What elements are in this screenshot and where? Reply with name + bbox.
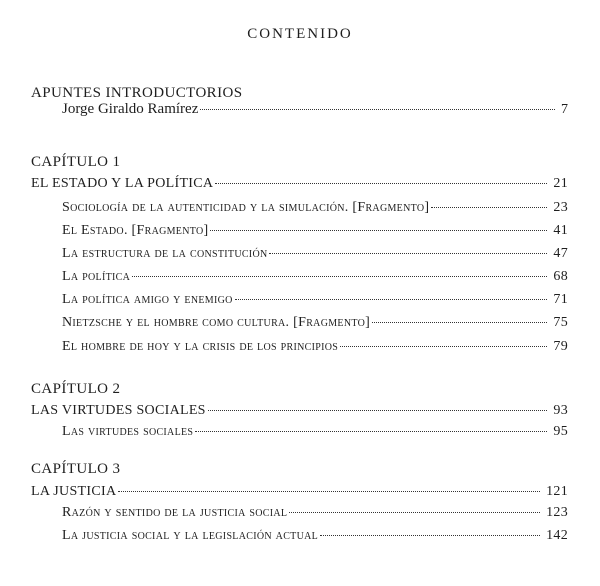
page-number: 121 bbox=[546, 484, 568, 499]
dot-leader bbox=[320, 535, 540, 536]
dot-leader bbox=[372, 322, 547, 323]
page-number: 142 bbox=[546, 528, 568, 543]
toc-entry[interactable] bbox=[62, 423, 568, 441]
page-number: 95 bbox=[553, 424, 568, 439]
dot-leader bbox=[215, 183, 547, 184]
dot-leader bbox=[195, 431, 547, 432]
dot-leader bbox=[431, 207, 547, 208]
dot-leader bbox=[118, 491, 540, 492]
chapter-title: LAS VIRTUDES SOCIALES bbox=[31, 403, 206, 418]
page-number: 47 bbox=[553, 246, 568, 261]
entry-title: Las virtudes sociales bbox=[62, 424, 194, 439]
chapter-title: LA JUSTICIA bbox=[31, 484, 117, 499]
dot-leader bbox=[340, 346, 547, 347]
chapter-title-entry[interactable] bbox=[31, 175, 568, 193]
chapter-title-entry[interactable] bbox=[31, 483, 568, 501]
entry-title: El Estado. [Fragmento] bbox=[62, 223, 209, 238]
toc-entry[interactable] bbox=[62, 199, 568, 217]
entry-title: La política amigo y enemigo bbox=[62, 292, 233, 307]
page-number: 71 bbox=[553, 292, 568, 307]
page-number: 41 bbox=[553, 223, 568, 238]
page-number: 68 bbox=[553, 269, 568, 284]
page-number: 93 bbox=[553, 403, 568, 418]
chapter-label: CAPÍTULO 1 bbox=[31, 154, 121, 170]
dot-leader bbox=[235, 299, 548, 300]
page-number: 7 bbox=[561, 102, 568, 117]
chapter-title-entry[interactable] bbox=[31, 402, 568, 420]
entry-title: El hombre de hoy y la crisis de los principios bbox=[62, 339, 339, 354]
chapter-label: CAPÍTULO 2 bbox=[31, 381, 121, 397]
entry-title: Sociología de la autenticidad y la simulación. [Fragmento] bbox=[62, 200, 430, 215]
page-number: 123 bbox=[546, 505, 568, 520]
dot-leader bbox=[210, 230, 547, 231]
page-title: contenido bbox=[247, 18, 353, 43]
toc-entry[interactable] bbox=[62, 314, 568, 332]
dot-leader bbox=[200, 109, 555, 110]
toc-entry[interactable] bbox=[62, 338, 568, 356]
entry-title: Razón y sentido de la justicia social bbox=[62, 505, 288, 520]
toc-entry[interactable] bbox=[62, 268, 568, 286]
page-number: 75 bbox=[553, 315, 568, 330]
toc-entry[interactable] bbox=[62, 527, 568, 545]
dot-leader bbox=[289, 512, 540, 513]
dot-leader bbox=[269, 253, 547, 254]
toc-entry[interactable] bbox=[62, 245, 568, 263]
chapter-label: CAPÍTULO 3 bbox=[31, 461, 121, 477]
page-number: 21 bbox=[553, 176, 568, 191]
intro-author: Jorge Giraldo Ramírez bbox=[62, 101, 199, 117]
toc-entry[interactable] bbox=[62, 222, 568, 240]
entry-title: La estructura de la constitución bbox=[62, 246, 268, 261]
entry-title: La justicia social y la legislación actual bbox=[62, 528, 319, 543]
intro-author-entry[interactable] bbox=[62, 100, 568, 119]
page-number: 23 bbox=[553, 200, 568, 215]
dot-leader bbox=[208, 410, 548, 411]
chapter-title: EL ESTADO Y LA POLÍTICA bbox=[31, 176, 214, 191]
toc-entry[interactable] bbox=[62, 291, 568, 309]
entry-title: La política bbox=[62, 269, 131, 284]
entry-title: Nietzsche y el hombre como cultura. [Fragmento] bbox=[62, 315, 371, 330]
dot-leader bbox=[132, 276, 547, 277]
toc-entry[interactable] bbox=[62, 504, 568, 522]
page-number: 79 bbox=[553, 339, 568, 354]
intro-heading: APUNTES INTRODUCTORIOS bbox=[31, 85, 243, 101]
